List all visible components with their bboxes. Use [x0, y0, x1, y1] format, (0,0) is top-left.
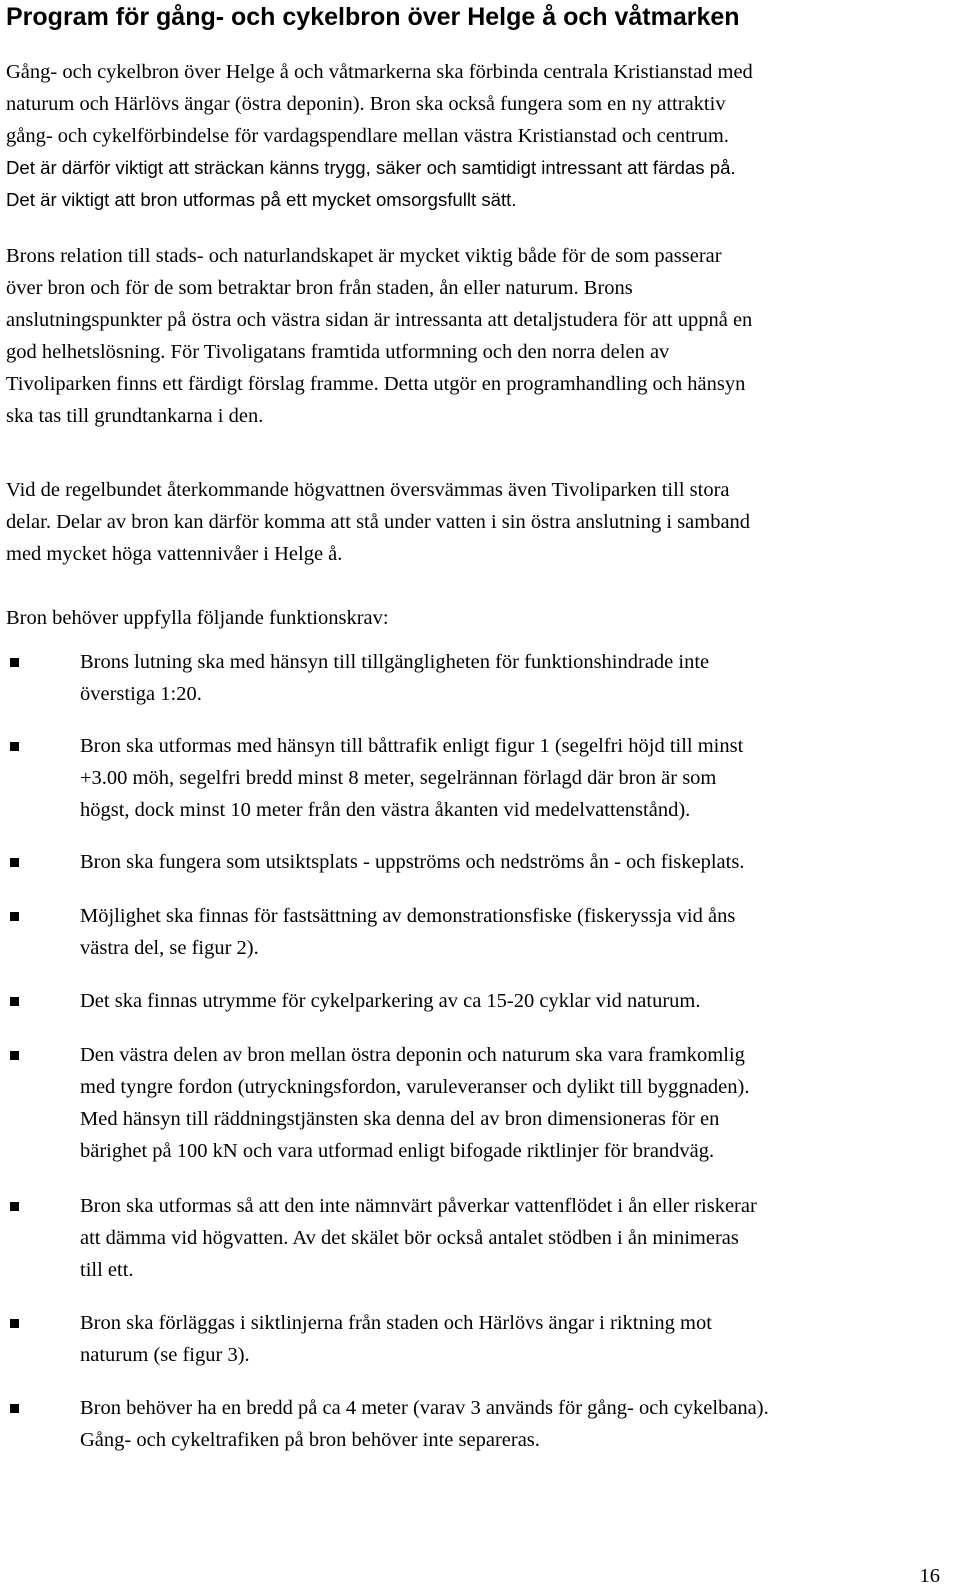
list-item-line: +3.00 möh, segelfri bredd minst 8 meter, segelrännan förlagd där bron är som: [80, 767, 717, 789]
list-item-line: Bron ska fungera som utsiktsplats - uppströms och nedströms ån - och fiskeplats.: [80, 851, 745, 873]
list-item-line: Bron behöver ha en bredd på ca 4 meter (varav 3 används för gång- och cykelbana).: [80, 1397, 769, 1419]
paragraph-line: naturum och Härlövs ängar (östra deponin). Bron ska också fungera som en ny attraktiv: [6, 93, 726, 115]
list-item-text: [80, 1039, 749, 1167]
list-item-text: [80, 985, 701, 1017]
square-bullet-icon: [10, 1202, 19, 1211]
square-bullet-icon: [10, 912, 19, 921]
list-item-line: Det ska finnas utrymme för cykelparkering av ca 15-20 cyklar vid naturum.: [80, 990, 701, 1012]
list-item-line: Bron ska utformas med hänsyn till båttrafik enligt figur 1 (segelfri höjd till minst: [80, 735, 744, 757]
list-item-line: att dämma vid högvatten. Av det skälet bör också antalet stödben i ån minimeras: [80, 1227, 739, 1249]
square-bullet-icon: [10, 858, 19, 867]
paragraph-line: över bron och för de som betraktar bron från staden, ån eller naturum. Brons: [6, 277, 633, 299]
list-item-text: [80, 1190, 757, 1286]
list-item-line: bärighet på 100 kN och vara utformad enligt bifogade riktlinjer för brandväg.: [80, 1140, 715, 1162]
paragraph-line: Brons relation till stads- och naturlandskapet är mycket viktig både för de som passerar: [6, 245, 722, 267]
list-item-text: [80, 900, 735, 964]
list-item-text: [80, 846, 744, 878]
list-item-line: till ett.: [80, 1259, 134, 1281]
list-item-line: naturum (se figur 3).: [80, 1344, 250, 1366]
paragraph-line: Gång- och cykelbron över Helge å och våtmarkerna ska förbinda centrala Kristianstad med: [6, 61, 753, 83]
list-item-line: överstiga 1:20.: [80, 683, 202, 705]
paragraph-line: Bron behöver uppfylla följande funktionskrav:: [6, 607, 389, 629]
square-bullet-icon: [10, 742, 19, 751]
paragraph-line: delar. Delar av bron kan därför komma att stå under vatten i sin östra anslutning i samband: [6, 511, 751, 533]
list-item-text: [80, 730, 743, 826]
list-item-line: Bron ska utformas så att den inte nämnvärt påverkar vattenflödet i ån eller riskerar: [80, 1195, 757, 1217]
paragraph-line: ska tas till grundtankarna i den.: [6, 405, 264, 427]
list-item-text: [80, 1307, 712, 1371]
paragraph-line: god helhetslösning. För Tivoligatans framtida utformning och den norra delen av: [6, 341, 670, 363]
square-bullet-icon: [10, 1319, 19, 1328]
page-number: 16: [919, 1565, 940, 1587]
paragraph-line: Det är därför viktigt att sträckan känns trygg, säker och samtidigt intressant att färdas på.: [6, 157, 736, 178]
square-bullet-icon: [10, 658, 19, 667]
paragraph-line: Tivoliparken finns ett färdigt förslag framme. Detta utgör en programhandling och hänsyn: [6, 373, 746, 395]
page-title: Program för gång- och cykelbron över Helge å och våtmarken: [6, 3, 740, 31]
list-item-line: Bron ska förläggas i siktlinjerna från staden och Härlövs ängar i riktning mot: [80, 1312, 712, 1334]
list-item-line: högst, dock minst 10 meter från den västra åkanten vid medelvattenstånd).: [80, 799, 691, 821]
paragraph-line: gång- och cykelförbindelse för vardagspendlare mellan västra Kristianstad och centrum.: [6, 125, 729, 147]
list-item-line: Gång- och cykeltrafiken på bron behöver inte separeras.: [80, 1429, 540, 1451]
list-item-line: med tyngre fordon (utryckningsfordon, varuleveranser och dylikt till byggnaden).: [80, 1076, 750, 1098]
list-item-line: Den västra delen av bron mellan östra deponin och naturum ska vara framkomlig: [80, 1044, 745, 1066]
list-item-line: Med hänsyn till räddningstjänsten ska denna del av bron dimensioneras för en: [80, 1108, 720, 1130]
paragraph-line: med mycket höga vattennivåer i Helge å.: [6, 543, 343, 565]
list-item-line: Brons lutning ska med hänsyn till tillgängligheten för funktionshindrade inte: [80, 651, 710, 673]
list-item-line: västra del, se figur 2).: [80, 937, 259, 959]
square-bullet-icon: [10, 1051, 19, 1060]
paragraph-line: Det är viktigt att bron utformas på ett mycket omsorgsfullt sätt.: [6, 189, 517, 210]
square-bullet-icon: [10, 997, 19, 1006]
square-bullet-icon: [10, 1404, 19, 1413]
paragraph-line: Vid de regelbundet återkommande högvattnen översvämmas även Tivoliparken till stora: [6, 479, 730, 501]
list-item-text: [80, 646, 709, 710]
list-item-line: Möjlighet ska finnas för fastsättning av demonstrationsfiske (fiskeryssja vid åns: [80, 905, 736, 927]
paragraph-line: anslutningspunkter på östra och västra sidan är intressanta att detaljstudera för att uppnå en: [6, 309, 753, 331]
list-item-text: [80, 1392, 769, 1456]
